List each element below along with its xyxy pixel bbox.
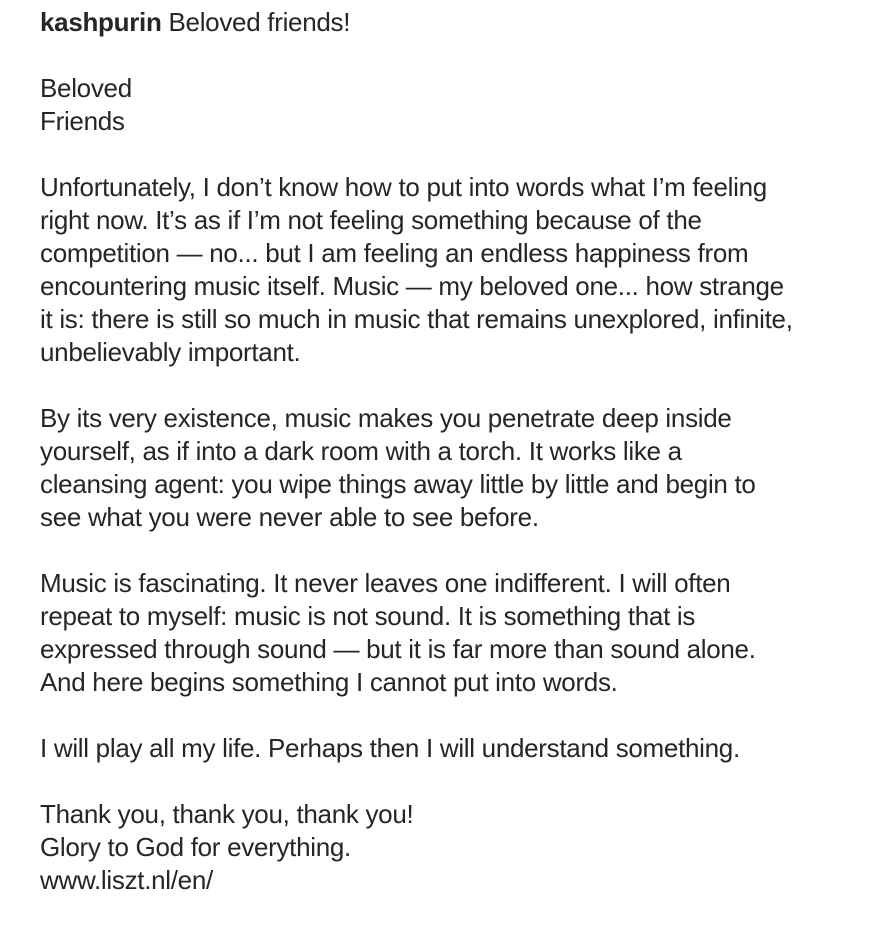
text-line: Beloved [40, 73, 132, 103]
text-line: Thank you, thank you, thank you! [40, 799, 414, 829]
caption-paragraph [40, 567, 848, 699]
text-line: expressed through sound — but it is far more than sound alone. [40, 634, 756, 664]
text-line: Glory to God for everything. [40, 832, 351, 862]
caption-paragraph [40, 72, 848, 138]
caption-paragraph [40, 402, 848, 534]
caption-body [40, 72, 848, 864]
text-line: yourself, as if into a dark room with a torch. It works like a [40, 436, 682, 466]
text-line: right now. It’s as if I’m not feeling something because of the [40, 205, 702, 235]
text-line: Music is fascinating. It never leaves one indifferent. I will often [40, 568, 731, 598]
text-line: And here begins something I cannot put into words. [40, 667, 618, 697]
text-line: encountering music itself. Music — my beloved one... how strange [40, 271, 784, 301]
caption-headline: Beloved friends! [168, 7, 351, 37]
text-line: Unfortunately, I don’t know how to put into words what I’m feeling [40, 172, 767, 202]
text-line: cleansing agent: you wipe things away little by little and begin to [40, 469, 756, 499]
username-link[interactable]: kashpurin [40, 7, 162, 37]
text-line: unbelievably important. [40, 337, 301, 367]
text-line: repeat to myself: music is not sound. It is something that is [40, 601, 696, 631]
caption-paragraph [40, 171, 848, 369]
text-line: I will play all my life. Perhaps then I will understand something. [40, 733, 740, 763]
caption-first-line [40, 6, 848, 39]
text-line: competition — no... but I am feeling an endless happiness from [40, 238, 749, 268]
website-url: www.liszt.nl/en/ [40, 865, 213, 895]
text-line: see what you were never able to see before. [40, 502, 539, 532]
text-line: Friends [40, 106, 125, 136]
text-line: By its very existence, music makes you penetrate deep inside [40, 403, 732, 433]
caption-paragraph [40, 798, 848, 864]
caption-paragraph [40, 732, 848, 765]
text-line: it is: there is still so much in music that remains unexplored, infinite, [40, 304, 793, 334]
